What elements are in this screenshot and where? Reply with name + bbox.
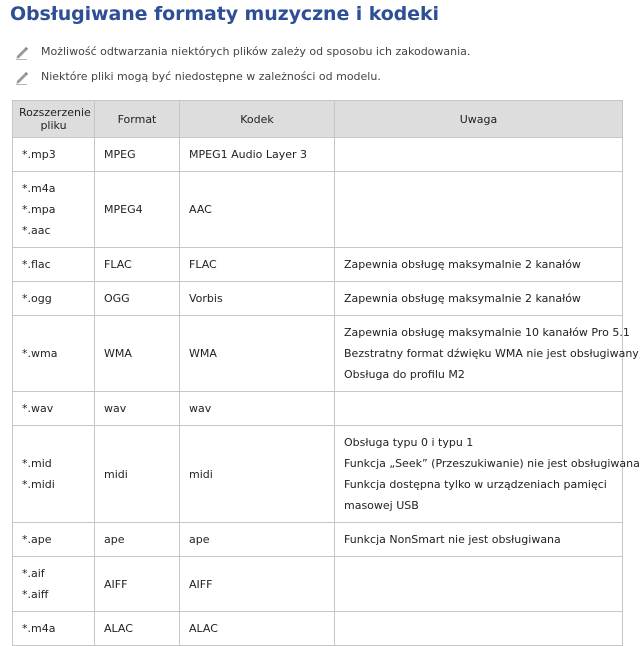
- cell-extension: [13, 612, 95, 646]
- cell-extension-line: *.aiff: [22, 588, 49, 601]
- cell-extension-line: *.aac: [22, 224, 51, 237]
- cell-extension: [13, 557, 95, 612]
- cell-notes: [335, 523, 623, 557]
- cell-format: wav: [95, 392, 180, 426]
- cell-notes: [335, 392, 623, 426]
- cell-extension-line: *.mp3: [22, 148, 56, 161]
- cell-extension: [13, 316, 95, 392]
- cell-extension: [13, 172, 95, 248]
- cell-codec: AAC: [180, 172, 335, 248]
- cell-codec: WMA: [180, 316, 335, 392]
- cell-notes: [335, 248, 623, 282]
- note-item: [14, 64, 634, 89]
- cell-extension-line: *.m4a: [22, 182, 56, 195]
- table-row: [13, 138, 623, 172]
- cell-format: MPEG4: [95, 172, 180, 248]
- cell-format: OGG: [95, 282, 180, 316]
- cell-codec: midi: [180, 426, 335, 523]
- page-title: Obsługiwane formaty muzyczne i kodeki: [10, 3, 439, 25]
- note-item: [14, 39, 634, 64]
- cell-notes-line: masowej USB: [344, 499, 419, 512]
- table-row: [13, 392, 623, 426]
- cell-format: ALAC: [95, 612, 180, 646]
- cell-notes-line: Obsługa typu 0 i typu 1: [344, 436, 474, 449]
- cell-format: midi: [95, 426, 180, 523]
- cell-extension-line: *.m4a: [22, 622, 56, 635]
- cell-extension: [13, 282, 95, 316]
- cell-extension-line: *.ape: [22, 533, 52, 546]
- cell-format: WMA: [95, 316, 180, 392]
- cell-notes: [335, 557, 623, 612]
- cell-format: AIFF: [95, 557, 180, 612]
- cell-notes-line: Zapewnia obsługę maksymalnie 2 kanałów: [344, 258, 581, 271]
- table-body: [13, 138, 640, 646]
- cell-notes-line: Obsługa do profilu M2: [344, 368, 465, 381]
- table-header-row: [13, 101, 623, 138]
- cell-notes: [335, 282, 623, 316]
- cell-extension-line: *.midi: [22, 478, 55, 491]
- cell-notes: [335, 426, 640, 523]
- cell-format: MPEG: [95, 138, 180, 172]
- cell-notes-line: Funkcja „Seek” (Przeszukiwanie) nie jest obsługiwana: [344, 457, 640, 470]
- column-header-codec: Kodek: [180, 101, 335, 138]
- cell-notes: [335, 316, 639, 392]
- column-header-format: Format: [95, 101, 180, 138]
- pencil-note-icon: [14, 69, 30, 85]
- table-row: [13, 426, 623, 523]
- cell-format: FLAC: [95, 248, 180, 282]
- cell-codec: MPEG1 Audio Layer 3: [180, 138, 335, 172]
- table-row: [13, 316, 623, 392]
- table-row: [13, 557, 623, 612]
- cell-extension-line: *.mpa: [22, 203, 56, 216]
- cell-extension-line: *.ogg: [22, 292, 52, 305]
- cell-extension: [13, 138, 95, 172]
- cell-codec: Vorbis: [180, 282, 335, 316]
- cell-notes-line: Funkcja dostępna tylko w urządzeniach pamięci: [344, 478, 607, 491]
- cell-codec: wav: [180, 392, 335, 426]
- cell-notes-line: Zapewnia obsługę maksymalnie 2 kanałów: [344, 292, 581, 305]
- cell-notes: [335, 612, 623, 646]
- cell-codec: ape: [180, 523, 335, 557]
- cell-codec: FLAC: [180, 248, 335, 282]
- cell-codec: AIFF: [180, 557, 335, 612]
- table-row: [13, 612, 623, 646]
- cell-extension-line: *.mid: [22, 457, 52, 470]
- cell-notes-line: Bezstratny format dźwięku WMA nie jest obsługiwany: [344, 347, 639, 360]
- notes-list: [14, 39, 634, 89]
- cell-extension: [13, 426, 95, 523]
- cell-notes-line: Funkcja NonSmart nie jest obsługiwana: [344, 533, 561, 546]
- cell-notes: [335, 138, 623, 172]
- cell-notes: [335, 172, 623, 248]
- formats-table: [12, 100, 640, 646]
- cell-notes-line: Zapewnia obsługę maksymalnie 10 kanałów Pro 5.1: [344, 326, 630, 339]
- cell-extension-line: *.flac: [22, 258, 51, 271]
- note-text: Możliwość odtwarzania niektórych plików zależy od sposobu ich zakodowania.: [41, 45, 471, 58]
- table-row: [13, 282, 623, 316]
- column-header-notes: Uwaga: [335, 101, 623, 138]
- pencil-note-icon: [14, 44, 30, 60]
- table-row: [13, 172, 623, 248]
- table-row: [13, 248, 623, 282]
- cell-codec: ALAC: [180, 612, 335, 646]
- cell-extension: [13, 523, 95, 557]
- table-row: [13, 523, 623, 557]
- cell-extension-line: *.aif: [22, 567, 45, 580]
- cell-format: ape: [95, 523, 180, 557]
- column-header-extension: Rozszerzenie pliku: [13, 101, 95, 138]
- cell-extension: [13, 248, 95, 282]
- cell-extension-line: *.wav: [22, 402, 54, 415]
- cell-extension: [13, 392, 95, 426]
- note-text: Niektóre pliki mogą być niedostępne w zależności od modelu.: [41, 70, 381, 83]
- cell-extension-line: *.wma: [22, 347, 58, 360]
